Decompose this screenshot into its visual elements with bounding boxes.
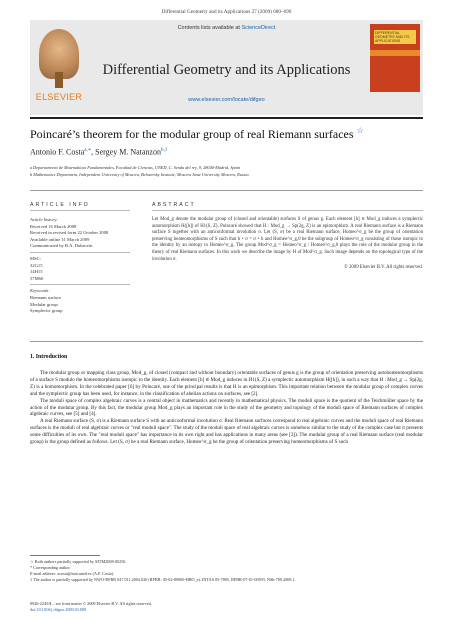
- affiliation-a-text: Departamento de Matemáticas Fundamentales, Facultad de Ciencias, UNED, C. Senda del rey, 9, 28040-Madrid, Spain: [33, 165, 241, 170]
- publisher-name: ELSEVIER: [35, 92, 83, 102]
- paragraph: A real Riemann surface (S, σ) is a Riemann surface S with an anticonformal involution σ. Real Riemann surfaces correspond to real algebraic curves and the moduli space of real Riemann surfaces is the moduli of real algebraic curves or "real moduli space". The study of the moduli space of real algebraic curves is somehow similar to the study of the complex case but it presents some difficulties of its own. The "real moduli space" has importance in its own right and has applications in many areas (see [3]). The modular group of a real Riemann surface (real modular group) is the group defined as follows. Let (S, σ) be a real Riemann surface, Homeo^σ_g be the group of orientation preserving homeomorphisms of S such: [30, 418, 423, 446]
- paper-title-text: Poincaré’s theorem for the modular group of real Riemann surfaces: [30, 127, 354, 141]
- author-costa-marks[interactable]: a,∗: [84, 148, 92, 153]
- msc-label: MSC:: [30, 255, 41, 261]
- cover-title: DIFFERENTIAL GEOMETRY AND ITS APPLICATIONS: [374, 30, 416, 44]
- msc-code: 14H15: [30, 269, 43, 275]
- bottom-info: [30, 601, 423, 612]
- keyword: Modular group: [30, 301, 58, 307]
- journal-cover[interactable]: [370, 24, 420, 92]
- author-natanzon-marks[interactable]: b,1: [160, 148, 168, 153]
- author-costa[interactable]: Antonio F. Costa: [30, 147, 85, 157]
- msc-code: 32G15: [30, 262, 43, 268]
- doi-link[interactable]: doi:10.1016/j.difgeo.2009.03.008: [30, 606, 87, 612]
- footnote: ☆ Both authors partially supported by MTM2008-00250.: [30, 559, 127, 564]
- history-item: Received in revised form 22 October 2008: [30, 230, 109, 236]
- contents-prefix: Contents lists available at: [177, 25, 242, 31]
- history-item: Communicated by B.A. Dubrovin: [30, 243, 93, 249]
- paper-title: [30, 126, 423, 142]
- keyword: Symplectic group: [30, 308, 63, 314]
- affiliation-a: a Departamento de Matemáticas Fundamentales, Facultad de Ciencias, UNED, C. Senda del rey, 9, 28040-Madrid, Spain: [30, 165, 241, 170]
- copyright-line: © 2009 Elsevier B.V. All rights reserved.: [344, 265, 423, 271]
- paragraph: The moduli space of complex algebraic curves is a central object in mathematics and recently in mathematical physics. The moduli space is the quotient of the Teichmüller space by the action of the modular group. By this fact, the modular group Mod_g plays an important role in the study of the geometry and topology of the moduli space of Riemann surfaces of complex algebraic curves, see [5] and [4].: [30, 397, 423, 418]
- info-divider: [30, 252, 130, 253]
- footnote-rule: [30, 555, 100, 556]
- affiliation-b: b Mathematics Department, Independent University of Moscow, Belozersky Institute, Moscow State University Moscow, Russia: [30, 172, 249, 177]
- author-natanzon[interactable]: Sergey M. Natanzon: [95, 147, 161, 157]
- body-text: [30, 370, 423, 446]
- footnote: * Corresponding author.: [30, 565, 71, 570]
- author-list: Antonio F. Costa$^{a,∗}$, Sergey M. Natanzon$^{b,1}$: [30, 147, 168, 157]
- journal-url-link[interactable]: www.elsevier.com/locate/difgeo: [188, 97, 265, 103]
- paragraph: The modular group or mapping class group, Mod_g, of closed (compact and without boundary) orientable surfaces of genus g is the group of orientation preserving autohomeomorphisms of a surface S modulo the homeomorphisms isotopic to the identity. Each element [h] ∈ Mod_g induces in H1(S, Z) a symplectic automorphism H([h]), in such a way that H : Mod_g → Sp(2g, Z) is a homomorphism. In the celebrated paper [6] by Poincaré, one of the principal results is that H is an epimorphism. This important relation between the modular group of complex curves and the symplectic group has been used, for instance, in the classification of abelian actions on surfaces, see [2].: [30, 370, 423, 397]
- footnote: 1 The author is partially supported by NWO-RFBR 047.011.2004.026 (RFBR: 05-02-89000-HBO_a), INTAS 05-7805, RFBR-07-01-00593, NSh-709.2008.1.: [30, 577, 296, 582]
- sciencedirect-link[interactable]: ScienceDirect: [241, 25, 276, 31]
- abstract-body: [152, 217, 423, 272]
- history-item: Available online 31 March 2009: [30, 236, 90, 242]
- history-item: Received 16 March 2008: [30, 223, 77, 229]
- footnotes: [30, 559, 423, 583]
- section-divider: [30, 190, 423, 191]
- abstract-bottom-rule: [30, 341, 423, 342]
- article-info-rule: [30, 210, 130, 211]
- title-footnote-star[interactable]: ☆: [356, 126, 364, 135]
- article-info: [30, 217, 130, 315]
- abstract-rule: [152, 210, 423, 211]
- article-info-heading: ARTICLE INFO: [30, 202, 90, 208]
- abstract-text: Let Mod_g denote the modular group of (closed and orientable) surfaces S of genus g. Each element [h] ∈ Mod_g induces a symplectic automorphism H([h]) of H1(S, Z). Poincaré showed that H : Mod_g → Sp(2g, Z) is an epimorphism. A real Riemann surface is a Riemann surface S together with an anticonformal involution σ. Let (S, σ) be a real Riemann surface, Homeo^σ_g be the group of orientation preserving homeomorphisms of S such that h ∘ σ = σ ∘ h and Homeo^σ_g,0 be the subgroup of Homeo^σ_g consisting of those isotopic to the identity by an isotopy in Homeo^σ_g. The group Mod^σ_g = Homeo^σ_g / Homeo^σ_g,0 plays the role of the modular group in the theory of real Riemann surfaces. In this work we describe the image by H of Mod^σ_g. Such image depends on the topological type of the involution σ.: [152, 217, 423, 262]
- keywords-label: Keywords:: [30, 288, 50, 294]
- abstract-heading: ABSTRACT: [152, 202, 196, 208]
- affiliation-b-text: Mathematics Department, Independent University of Moscow, Belozersky Institute, Moscow State University Moscow, Russia: [33, 172, 249, 177]
- msc-code: 57M60: [30, 275, 44, 281]
- footnote-email[interactable]: E-mail address: acosta@mat.uned.es (A.F. Costa).: [30, 571, 115, 576]
- running-header: Differential Geometry and its Applications 27 (2009) 680–690: [161, 9, 292, 15]
- issn-line: 0926-2245/$ – see front matter © 2009 Elsevier B.V. All rights reserved.: [30, 601, 152, 606]
- journal-title[interactable]: Differential Geometry and its Applications: [102, 62, 351, 78]
- section-heading: 1. Introduction: [30, 354, 68, 360]
- history-label: Article history:: [30, 217, 58, 222]
- masthead-rule: [30, 117, 423, 119]
- cover-stripe: [370, 50, 420, 56]
- info-divider: [30, 284, 130, 285]
- keyword: Riemann surface: [30, 294, 61, 300]
